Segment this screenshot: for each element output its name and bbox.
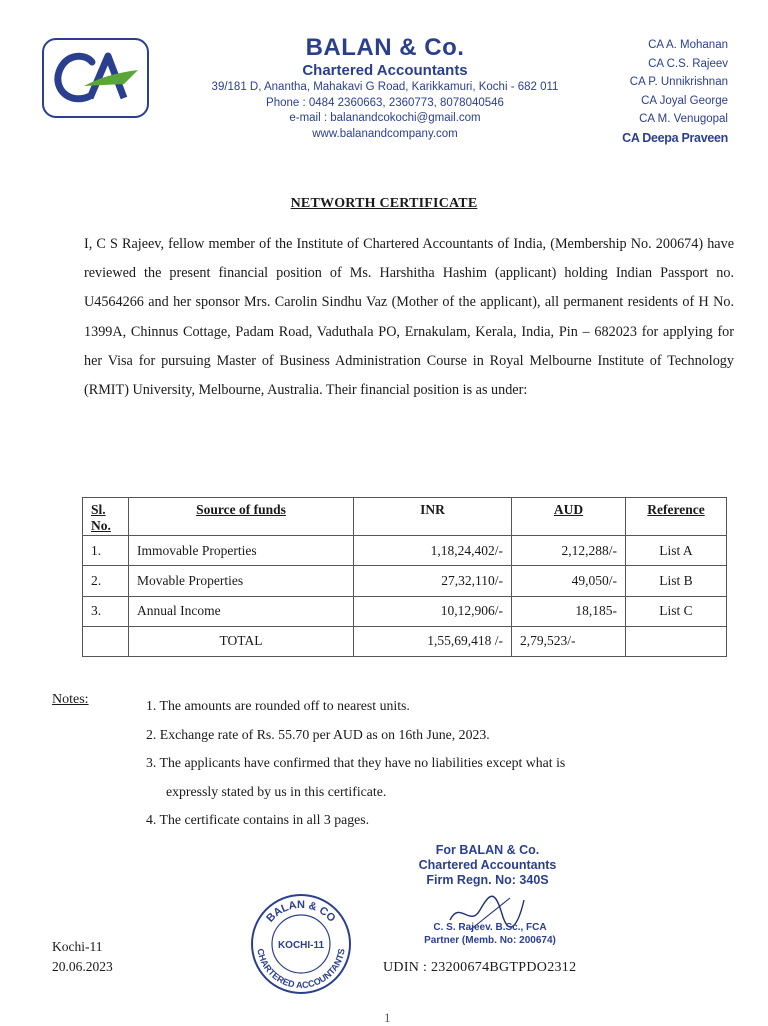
notes-label: Notes: xyxy=(52,692,89,707)
total-label: TOTAL xyxy=(129,626,354,656)
header-reference: Reference xyxy=(626,498,727,536)
note-item: 3. The applicants have confirmed that they have no liabilities except what is xyxy=(146,755,566,770)
cell-inr: 27,32,110/- xyxy=(354,566,512,596)
ca-logo-icon xyxy=(44,40,147,116)
certificate-body: I, C S Rajeev, fellow member of the Institute of Chartered Accountants of India, (Membership No. 200674) have reviewed the present financial position of Ms. Harshitha Hashim (applicant) holding Indian Passport no. U4564266 and her sponsor Mrs. Carolin Sindhu Vaz (Mother of the applicant), all permanent residents of H No. 1399A, Chinnus Cottage, Padam Road, Vaduthala PO, Ernakulam, Kerala, India, Pin – 682023 for applying for her Visa for pursuing Master of Business Administration Course in Royal Melbourne Institute of Technology (RMIT) University, Melbourne, Australia. Their financial position is as under: xyxy=(84,236,734,399)
note-item: 4. The certificate contains in all 3 pages. xyxy=(146,812,370,827)
page-number: 1 xyxy=(384,1010,391,1025)
firm-phone: Phone : 0484 2360663, 2360773, 8078040546 xyxy=(266,96,504,109)
cell-sl: 2. xyxy=(83,566,129,596)
udin-number: UDIN : 23200674BGTPDO2312 xyxy=(383,960,577,975)
letterhead xyxy=(180,34,590,142)
cell-reference: List A xyxy=(626,536,727,566)
cell-reference: List C xyxy=(626,596,727,626)
firm-address: 39/181 D, Anantha, Mahakavi G Road, Karikkamuri, Kochi - 682 011 xyxy=(211,81,559,93)
firm-regn-line: Firm Regn. No: 340S xyxy=(426,873,549,887)
table-row xyxy=(83,596,727,626)
header-inr: INR xyxy=(354,498,512,536)
firm-email: e-mail : balanandcokochi@gmail.com xyxy=(289,112,481,124)
table-header-row xyxy=(83,498,727,536)
place: Kochi-11 xyxy=(52,939,103,954)
header-aud: AUD xyxy=(512,498,626,536)
svg-text:BALAN & CO: BALAN & CO xyxy=(264,899,338,925)
cell-source: Immovable Properties xyxy=(129,536,354,566)
partner-name: CA A. Mohanan xyxy=(648,39,728,51)
document-title: NETWORTH CERTIFICATE xyxy=(290,196,478,211)
cell-inr: 1,18,24,402/- xyxy=(354,536,512,566)
partner-name: CA Deepa Praveen xyxy=(622,130,728,145)
firm-name: BALAN & Co. xyxy=(305,34,465,61)
firm-seal-stamp xyxy=(245,892,357,996)
partner-name: CA M. Venugopal xyxy=(639,113,728,125)
partner-list xyxy=(578,36,728,147)
cell-aud: 49,050/- xyxy=(512,566,626,596)
date: 20.06.2023 xyxy=(52,959,113,974)
table-total-row xyxy=(83,626,727,656)
place-date xyxy=(52,937,113,977)
svg-text:KOCHI-11: KOCHI-11 xyxy=(277,940,325,951)
cell-inr: 10,12,906/- xyxy=(354,596,512,626)
table-row xyxy=(83,536,727,566)
cell-aud: 2,12,288/- xyxy=(512,536,626,566)
cell-source: Annual Income xyxy=(129,596,354,626)
partner-block xyxy=(400,922,580,947)
cell-aud: 18,185- xyxy=(512,596,626,626)
svg-text:CHARTERED ACCOUNTANTS: CHARTERED ACCOUNTANTS xyxy=(255,947,347,991)
note-item-continued: expressly stated by us in this certificate. xyxy=(166,783,387,799)
cell-sl: 3. xyxy=(83,596,129,626)
note-item: 1. The amounts are rounded off to nearest units. xyxy=(146,698,410,713)
chartered-accountants-line: Chartered Accountants xyxy=(418,858,557,872)
total-aud: 2,79,523/- xyxy=(512,626,626,656)
header-source: Source of funds xyxy=(129,498,354,536)
firm-logo xyxy=(42,38,149,118)
funds-table xyxy=(82,497,727,657)
partner-membership: Partner (Memb. No: 200674) xyxy=(424,934,556,946)
note-item: 2. Exchange rate of Rs. 55.70 per AUD as on 16th June, 2023. xyxy=(146,726,490,742)
cell-reference: List B xyxy=(626,566,727,596)
partner-name: CA Joyal George xyxy=(641,94,728,107)
partner-name: CA P. Unnikrishnan xyxy=(629,76,728,88)
for-firm-line: For BALAN & Co. xyxy=(435,843,540,857)
firm-subtitle: Chartered Accountants xyxy=(302,62,468,79)
table-row xyxy=(83,566,727,596)
firm-website: www.balanandcompany.com xyxy=(312,127,458,140)
partner-name: CA C.S. Rajeev xyxy=(648,57,728,70)
cell-sl: 1. xyxy=(83,536,129,566)
cell-source: Movable Properties xyxy=(129,566,354,596)
notes-list xyxy=(146,692,706,835)
partner-signatory-name: C. S. Rajeev. B.Sc., FCA xyxy=(433,922,547,933)
total-inr: 1,55,69,418 /- xyxy=(354,626,512,656)
header-sl: Sl. No. xyxy=(83,498,129,536)
